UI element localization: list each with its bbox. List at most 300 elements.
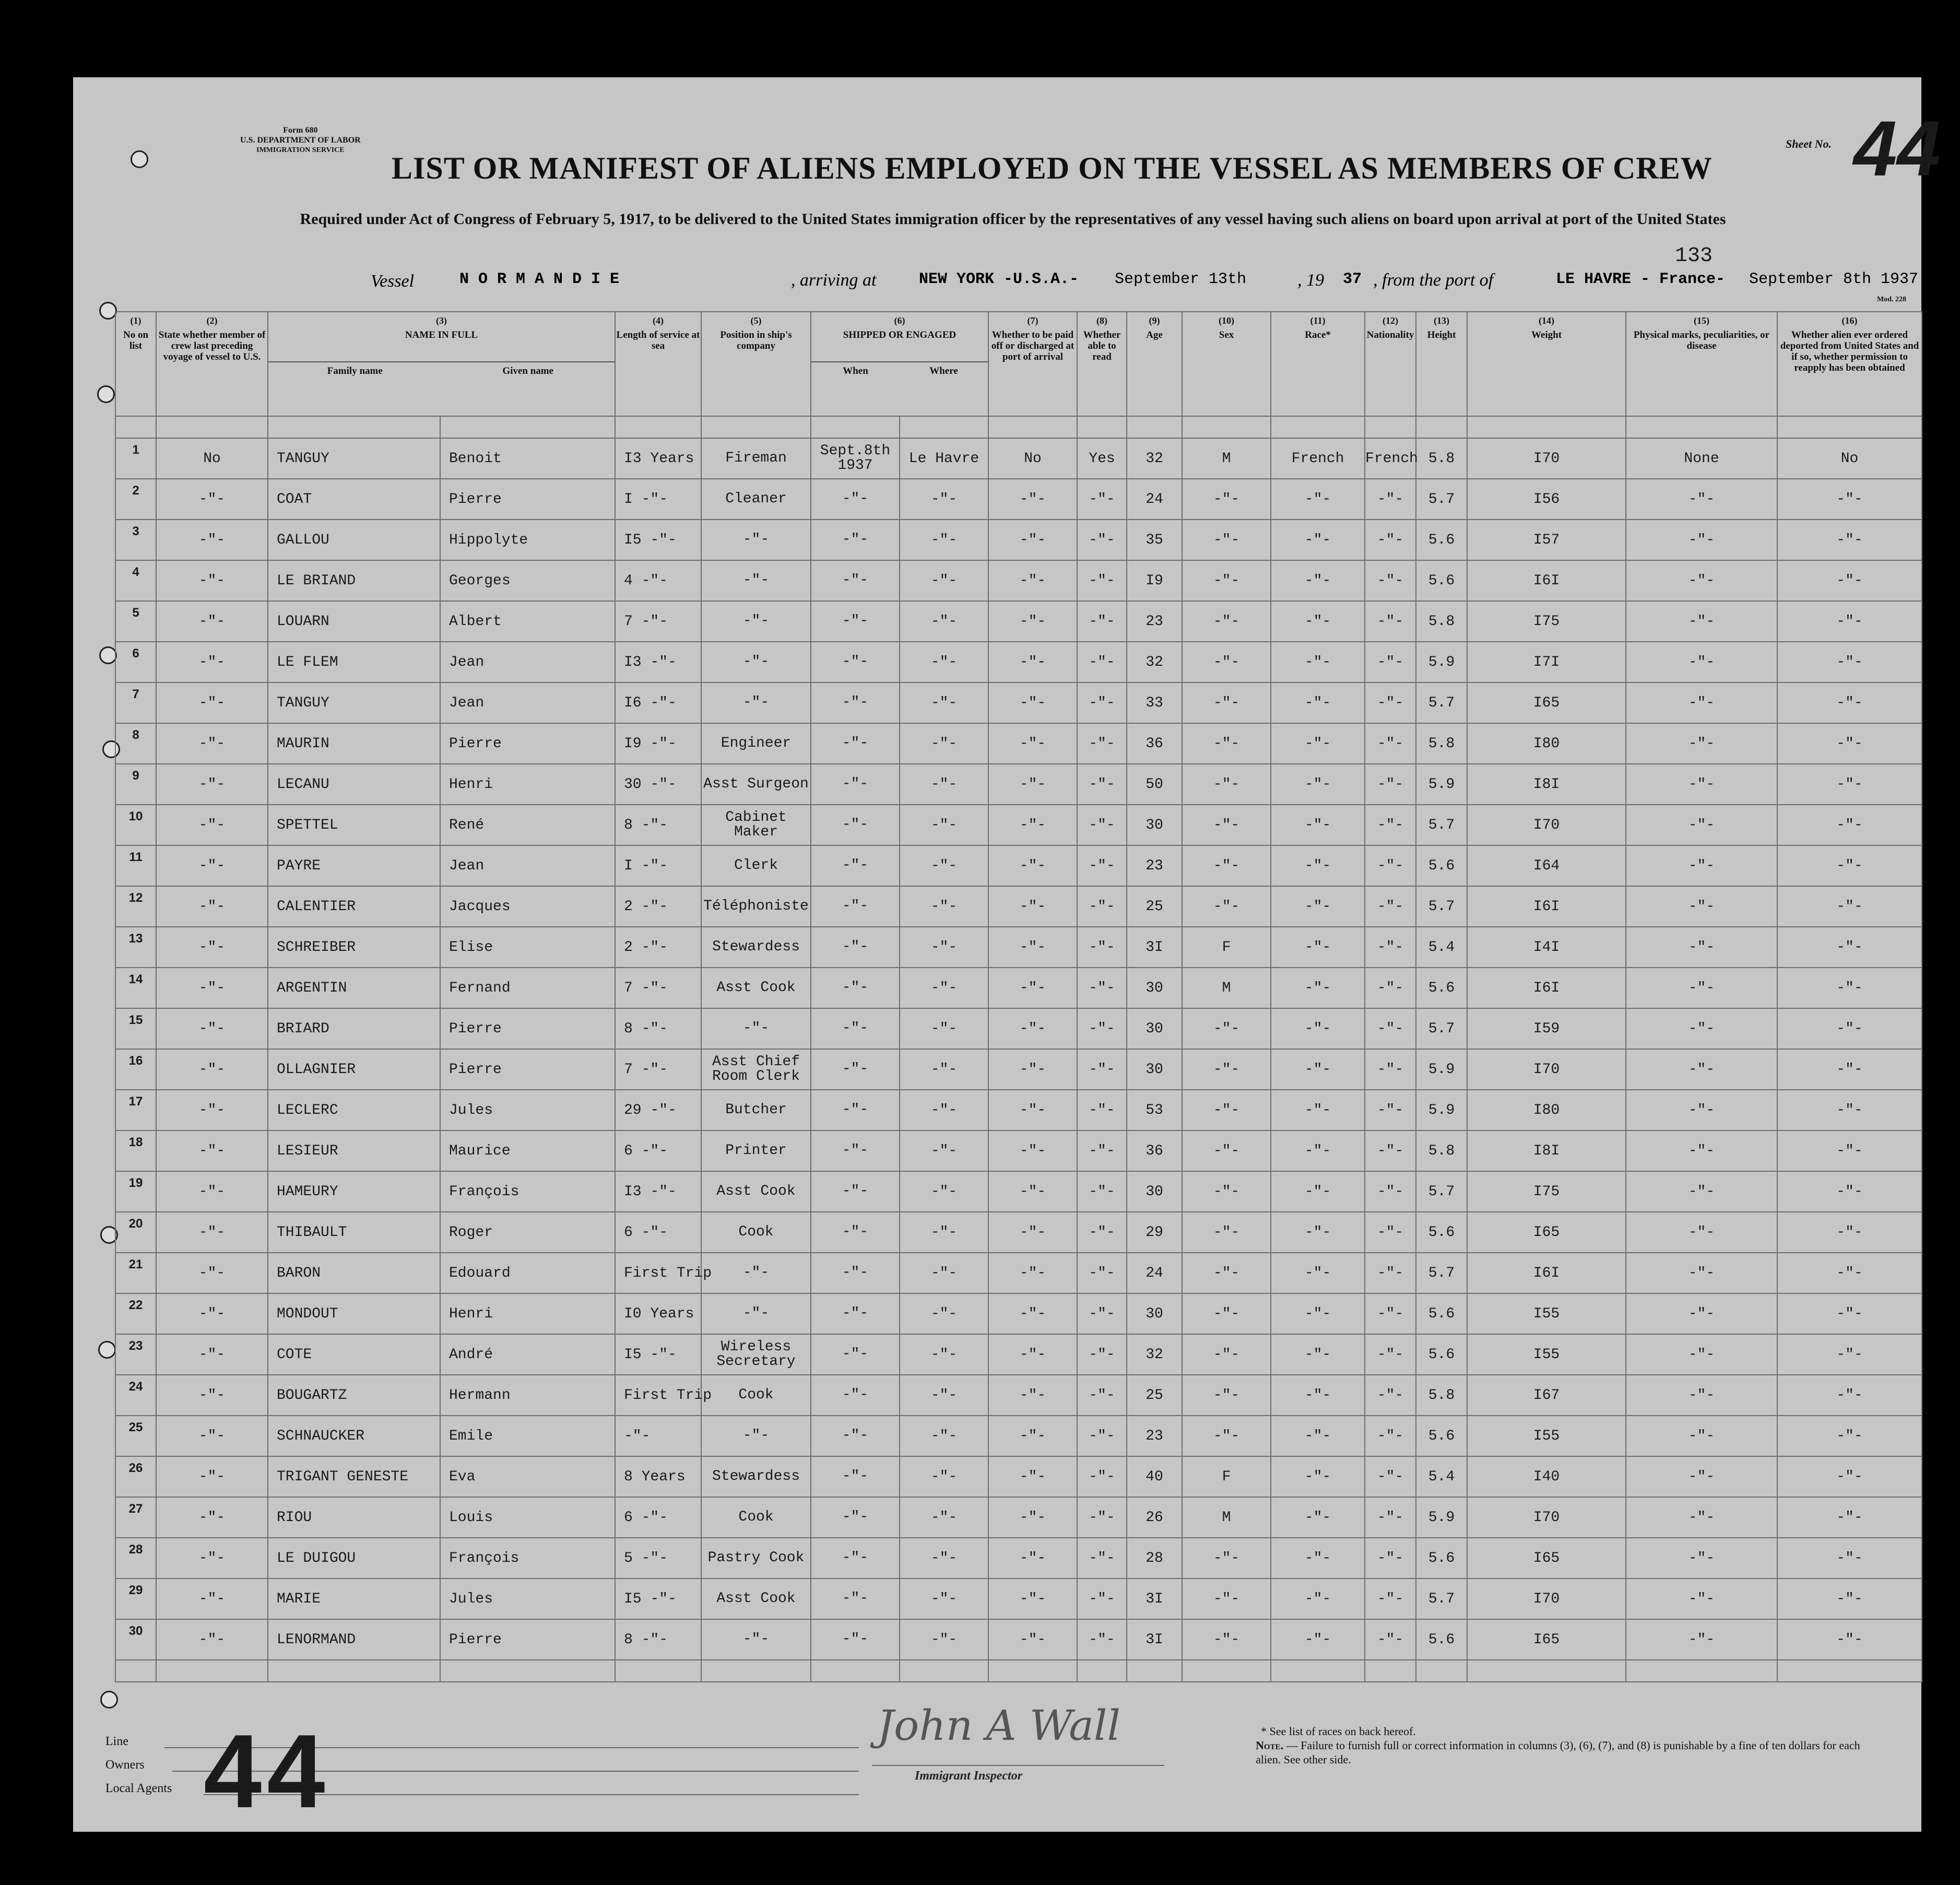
year-prefix: , 19 xyxy=(1297,270,1324,290)
cell-paid-off: -"- xyxy=(988,1293,1077,1334)
cell-shipped-where: -"- xyxy=(900,968,988,1008)
cell-position: Cabinet Maker xyxy=(701,805,811,845)
cell-able-to-read: -"- xyxy=(1077,1578,1127,1619)
cell-age: 50 xyxy=(1127,764,1182,805)
header-nationality: (12) Nationality xyxy=(1365,312,1416,416)
cell-sex: -"- xyxy=(1182,723,1271,764)
cell-height: 5.6 xyxy=(1416,1619,1467,1660)
cell-position: Asst Cook xyxy=(701,1578,811,1619)
cell-paid-off: -"- xyxy=(988,520,1077,560)
cell-shipped-when: -"- xyxy=(811,520,900,560)
cell-weight: I59 xyxy=(1467,1008,1626,1049)
cell-family-name: BARON xyxy=(268,1253,440,1293)
cell-shipped-where: -"- xyxy=(900,1497,988,1538)
line-label: Line xyxy=(105,1735,128,1748)
cell-able-to-read: -"- xyxy=(1077,642,1127,682)
cell-height: 5.9 xyxy=(1416,764,1467,805)
cell-able-to-read: -"- xyxy=(1077,1049,1127,1090)
cell-given-name: Hermann xyxy=(440,1375,615,1416)
table-row xyxy=(115,682,1922,723)
from-label: , from the port of xyxy=(1373,270,1494,290)
cell-previous-voyage: -"- xyxy=(156,1538,268,1578)
cell-age: 53 xyxy=(1127,1090,1182,1130)
cell-height: 5.6 xyxy=(1416,560,1467,601)
cell-race: -"- xyxy=(1271,1578,1365,1619)
binder-hole xyxy=(97,385,115,403)
cell-height: 5.7 xyxy=(1416,886,1467,927)
manifest-sheet xyxy=(73,77,1941,1832)
cell-previous-voyage: -"- xyxy=(156,1456,268,1497)
cell-height: 5.7 xyxy=(1416,1008,1467,1049)
table-row xyxy=(115,886,1922,927)
cell-physical-marks: -"- xyxy=(1626,927,1777,968)
cell-age: 35 xyxy=(1127,520,1182,560)
cell-physical-marks: -"- xyxy=(1626,1578,1777,1619)
cell-length-of-service: 6 -"- xyxy=(615,1130,701,1171)
cell-nationality: -"- xyxy=(1365,805,1416,845)
cell-able-to-read: -"- xyxy=(1077,601,1127,642)
cell-row-number: 30 xyxy=(115,1619,156,1660)
cell-row-number: 9 xyxy=(115,764,156,805)
cell-height: 5.8 xyxy=(1416,438,1467,479)
cell-row-number: 13 xyxy=(115,927,156,968)
cell-deported: -"- xyxy=(1777,1212,1922,1253)
cell-deported: -"- xyxy=(1777,1619,1922,1660)
cell-weight: I70 xyxy=(1467,1049,1626,1090)
cell-age: 3I xyxy=(1127,1578,1182,1619)
cell-length-of-service: 7 -"- xyxy=(615,601,701,642)
form-number: Form 680 xyxy=(283,126,318,135)
cell-able-to-read: -"- xyxy=(1077,723,1127,764)
table-row xyxy=(115,1456,1922,1497)
cell-shipped-when: -"- xyxy=(811,1375,900,1416)
cell-previous-voyage: -"- xyxy=(156,1375,268,1416)
owners-label: Owners xyxy=(105,1758,145,1772)
cell-given-name: Elise xyxy=(440,927,615,968)
cell-weight: I75 xyxy=(1467,601,1626,642)
cell-position: Clerk xyxy=(701,845,811,886)
header-length-of-service: (4) Length of service at sea xyxy=(615,312,701,416)
cell-previous-voyage: -"- xyxy=(156,927,268,968)
cell-nationality: -"- xyxy=(1365,1416,1416,1456)
cell-height: 5.6 xyxy=(1416,1212,1467,1253)
note-label: Note. xyxy=(1256,1739,1284,1752)
table-row xyxy=(115,1008,1922,1049)
table-row xyxy=(115,1090,1922,1130)
cell-sex: -"- xyxy=(1182,1416,1271,1456)
cell-position: -"- xyxy=(701,1619,811,1660)
cell-row-number: 17 xyxy=(115,1090,156,1130)
cell-length-of-service: I9 -"- xyxy=(615,723,701,764)
cell-given-name: Jean xyxy=(440,682,615,723)
cell-row-number: 7 xyxy=(115,682,156,723)
header-name-in-full: (3) NAME IN FULL Family name Given name xyxy=(268,312,615,416)
cell-deported: -"- xyxy=(1777,1578,1922,1619)
cell-able-to-read: Yes xyxy=(1077,438,1127,479)
cell-shipped-when: Sept.8th 1937 xyxy=(811,438,900,479)
cell-position: Asst Surgeon xyxy=(701,764,811,805)
cell-family-name: LOUARN xyxy=(268,601,440,642)
cell-nationality: -"- xyxy=(1365,1293,1416,1334)
cell-nationality: -"- xyxy=(1365,1334,1416,1375)
cell-deported: -"- xyxy=(1777,968,1922,1008)
cell-previous-voyage: -"- xyxy=(156,1334,268,1375)
cell-length-of-service: 8 -"- xyxy=(615,805,701,845)
cell-age: 24 xyxy=(1127,479,1182,520)
cell-length-of-service: I5 -"- xyxy=(615,1334,701,1375)
cell-weight: I70 xyxy=(1467,805,1626,845)
cell-physical-marks: -"- xyxy=(1626,1171,1777,1212)
cell-row-number: 10 xyxy=(115,805,156,845)
cell-shipped-when: -"- xyxy=(811,1008,900,1049)
cell-nationality: -"- xyxy=(1365,1212,1416,1253)
cell-position: -"- xyxy=(701,601,811,642)
cell-given-name: François xyxy=(440,1171,615,1212)
cell-weight: I64 xyxy=(1467,845,1626,886)
cell-shipped-when: -"- xyxy=(811,886,900,927)
cell-physical-marks: -"- xyxy=(1626,1049,1777,1090)
table-row xyxy=(115,560,1922,601)
penalty-note xyxy=(1256,1738,1882,1766)
cell-shipped-where: -"- xyxy=(900,520,988,560)
cell-sex: -"- xyxy=(1182,1334,1271,1375)
cell-deported: No xyxy=(1777,438,1922,479)
cell-sex: -"- xyxy=(1182,682,1271,723)
cell-race: -"- xyxy=(1271,723,1365,764)
cell-race: -"- xyxy=(1271,1497,1365,1538)
cell-row-number: 5 xyxy=(115,601,156,642)
cell-shipped-when: -"- xyxy=(811,927,900,968)
cell-paid-off: -"- xyxy=(988,1456,1077,1497)
cell-length-of-service: I -"- xyxy=(615,479,701,520)
cell-nationality: -"- xyxy=(1365,1538,1416,1578)
cell-race: -"- xyxy=(1271,642,1365,682)
cell-position: -"- xyxy=(701,1008,811,1049)
cell-previous-voyage: -"- xyxy=(156,601,268,642)
cell-shipped-where: -"- xyxy=(900,1578,988,1619)
cell-weight: I55 xyxy=(1467,1293,1626,1334)
cell-given-name: Pierre xyxy=(440,723,615,764)
cell-position: Fireman xyxy=(701,438,811,479)
cell-nationality: -"- xyxy=(1365,723,1416,764)
cell-nationality: -"- xyxy=(1365,520,1416,560)
cell-shipped-where: -"- xyxy=(900,1090,988,1130)
cell-height: 5.9 xyxy=(1416,642,1467,682)
cell-previous-voyage: No xyxy=(156,438,268,479)
cell-age: 24 xyxy=(1127,1253,1182,1293)
cell-position: -"- xyxy=(701,1293,811,1334)
cell-age: 25 xyxy=(1127,1375,1182,1416)
cell-weight: I55 xyxy=(1467,1334,1626,1375)
table-row xyxy=(115,1130,1922,1171)
cell-position: Engineer xyxy=(701,723,811,764)
cell-race: -"- xyxy=(1271,886,1365,927)
cell-nationality: -"- xyxy=(1365,642,1416,682)
cell-family-name: SCHREIBER xyxy=(268,927,440,968)
cell-length-of-service: 4 -"- xyxy=(615,560,701,601)
cell-age: 36 xyxy=(1127,723,1182,764)
cell-race: -"- xyxy=(1271,1171,1365,1212)
cell-position: -"- xyxy=(701,560,811,601)
cell-length-of-service: First Trip xyxy=(615,1375,701,1416)
cell-physical-marks: None xyxy=(1626,438,1777,479)
cell-race: -"- xyxy=(1271,968,1365,1008)
cell-sex: -"- xyxy=(1182,1293,1271,1334)
cell-paid-off: -"- xyxy=(988,1253,1077,1293)
cell-physical-marks: -"- xyxy=(1626,642,1777,682)
footer-labels xyxy=(105,1730,172,1800)
cell-height: 5.7 xyxy=(1416,1171,1467,1212)
cell-physical-marks: -"- xyxy=(1626,1090,1777,1130)
cell-physical-marks: -"- xyxy=(1626,1212,1777,1253)
cell-deported: -"- xyxy=(1777,764,1922,805)
cell-previous-voyage: -"- xyxy=(156,1578,268,1619)
cell-able-to-read: -"- xyxy=(1077,1293,1127,1334)
cell-age: 30 xyxy=(1127,1293,1182,1334)
binder-hole xyxy=(98,1341,116,1359)
cell-family-name: MONDOUT xyxy=(268,1293,440,1334)
cell-shipped-when: -"- xyxy=(811,1090,900,1130)
cell-able-to-read: -"- xyxy=(1077,1334,1127,1375)
cell-family-name: MARIE xyxy=(268,1578,440,1619)
from-port: LE HAVRE - France- xyxy=(1556,270,1726,288)
cell-paid-off: -"- xyxy=(988,682,1077,723)
crew-rows xyxy=(115,416,1922,1682)
cell-sex: -"- xyxy=(1182,764,1271,805)
cell-family-name: HAMEURY xyxy=(268,1171,440,1212)
cell-age: 23 xyxy=(1127,601,1182,642)
cell-nationality: -"- xyxy=(1365,1497,1416,1538)
cell-shipped-when: -"- xyxy=(811,1253,900,1293)
cell-able-to-read: -"- xyxy=(1077,520,1127,560)
cell-shipped-where: -"- xyxy=(900,1334,988,1375)
cell-deported: -"- xyxy=(1777,1008,1922,1049)
cell-row-number: 28 xyxy=(115,1538,156,1578)
cell-row-number: 16 xyxy=(115,1049,156,1090)
cell-row-number: 25 xyxy=(115,1416,156,1456)
cell-physical-marks: -"- xyxy=(1626,805,1777,845)
cell-race: -"- xyxy=(1271,601,1365,642)
departure-date: September 8th 1937 xyxy=(1749,270,1919,288)
cell-shipped-where: -"- xyxy=(900,1212,988,1253)
cell-weight: I65 xyxy=(1467,1619,1626,1660)
cell-shipped-when: -"- xyxy=(811,601,900,642)
cell-row-number: 15 xyxy=(115,1008,156,1049)
cell-nationality: -"- xyxy=(1365,1090,1416,1130)
cell-position: -"- xyxy=(701,682,811,723)
cell-height: 5.7 xyxy=(1416,1253,1467,1293)
cell-given-name: Pierre xyxy=(440,1049,615,1090)
cell-nationality: -"- xyxy=(1365,927,1416,968)
cell-age: 30 xyxy=(1127,1049,1182,1090)
cell-row-number: 11 xyxy=(115,845,156,886)
cell-weight: I8I xyxy=(1467,1130,1626,1171)
table-row xyxy=(115,927,1922,968)
cell-weight: I40 xyxy=(1467,1456,1626,1497)
cell-deported: -"- xyxy=(1777,479,1922,520)
cell-physical-marks: -"- xyxy=(1626,845,1777,886)
cell-shipped-where: -"- xyxy=(900,1171,988,1212)
cell-height: 5.6 xyxy=(1416,520,1467,560)
cell-row-number: 3 xyxy=(115,520,156,560)
races-footnote: * See list of races on back hereof. xyxy=(1261,1725,1416,1738)
cell-length-of-service: 7 -"- xyxy=(615,968,701,1008)
cell-given-name: Jules xyxy=(440,1578,615,1619)
cell-shipped-when: -"- xyxy=(811,723,900,764)
cell-shipped-where: -"- xyxy=(900,1253,988,1293)
cell-shipped-where: -"- xyxy=(900,682,988,723)
cell-shipped-where: -"- xyxy=(900,642,988,682)
cell-nationality: -"- xyxy=(1365,1578,1416,1619)
cell-deported: -"- xyxy=(1777,886,1922,927)
table-header-row xyxy=(115,312,1922,416)
cell-nationality: -"- xyxy=(1365,1253,1416,1293)
cell-physical-marks: -"- xyxy=(1626,764,1777,805)
header-able-to-read: (8) Whether able to read xyxy=(1077,312,1127,416)
cell-height: 5.6 xyxy=(1416,1538,1467,1578)
cell-length-of-service: I -"- xyxy=(615,845,701,886)
cell-given-name: Jean xyxy=(440,845,615,886)
mod-number: Mod. 228 xyxy=(1877,296,1906,303)
cell-sex: -"- xyxy=(1182,1619,1271,1660)
cell-family-name: GALLOU xyxy=(268,520,440,560)
cell-height: 5.8 xyxy=(1416,1130,1467,1171)
cell-physical-marks: -"- xyxy=(1626,682,1777,723)
cell-sex: -"- xyxy=(1182,1090,1271,1130)
cell-shipped-when: -"- xyxy=(811,1538,900,1578)
cell-shipped-where: -"- xyxy=(900,1456,988,1497)
cell-able-to-read: -"- xyxy=(1077,1375,1127,1416)
cell-physical-marks: -"- xyxy=(1626,520,1777,560)
cell-sex: -"- xyxy=(1182,1578,1271,1619)
cell-row-number: 24 xyxy=(115,1375,156,1416)
cell-shipped-when: -"- xyxy=(811,1212,900,1253)
cell-deported: -"- xyxy=(1777,1416,1922,1456)
cell-position: Asst Cook xyxy=(701,968,811,1008)
cell-given-name: Louis xyxy=(440,1497,615,1538)
cell-able-to-read: -"- xyxy=(1077,479,1127,520)
cell-nationality: -"- xyxy=(1365,845,1416,886)
cell-row-number: 1 xyxy=(115,438,156,479)
arriving-port: NEW YORK -U.S.A.- xyxy=(919,270,1079,288)
cell-position: Wireless Secretary xyxy=(701,1334,811,1375)
table-row xyxy=(115,1375,1922,1416)
stamp-number: 133 xyxy=(1675,244,1713,268)
cell-shipped-where: -"- xyxy=(900,1049,988,1090)
cell-length-of-service: 8 -"- xyxy=(615,1619,701,1660)
cell-given-name: Henri xyxy=(440,764,615,805)
cell-position: Stewardess xyxy=(701,1456,811,1497)
cell-given-name: Fernand xyxy=(440,968,615,1008)
cell-nationality: -"- xyxy=(1365,1375,1416,1416)
cell-family-name: SPETTEL xyxy=(268,805,440,845)
cell-shipped-where: -"- xyxy=(900,1293,988,1334)
cell-physical-marks: -"- xyxy=(1626,1375,1777,1416)
cell-race: -"- xyxy=(1271,805,1365,845)
table-row xyxy=(115,1049,1922,1090)
cell-family-name: TANGUY xyxy=(268,682,440,723)
cell-age: 23 xyxy=(1127,845,1182,886)
cell-nationality: -"- xyxy=(1365,1456,1416,1497)
cell-family-name: LE FLEM xyxy=(268,642,440,682)
cell-length-of-service: 6 -"- xyxy=(615,1497,701,1538)
cell-family-name: LECLERC xyxy=(268,1090,440,1130)
cell-length-of-service: I3 Years xyxy=(615,438,701,479)
cell-given-name: Roger xyxy=(440,1212,615,1253)
cell-length-of-service: 7 -"- xyxy=(615,1049,701,1090)
cell-row-number: 21 xyxy=(115,1253,156,1293)
table-row xyxy=(115,642,1922,682)
header-race: (11) Race* xyxy=(1271,312,1365,416)
cell-nationality: -"- xyxy=(1365,968,1416,1008)
table-row xyxy=(115,1334,1922,1375)
cell-paid-off: -"- xyxy=(988,1497,1077,1538)
table-row xyxy=(115,438,1922,479)
cell-able-to-read: -"- xyxy=(1077,1538,1127,1578)
cell-deported: -"- xyxy=(1777,682,1922,723)
cell-able-to-read: -"- xyxy=(1077,927,1127,968)
cell-age: 33 xyxy=(1127,682,1182,723)
cell-previous-voyage: -"- xyxy=(156,479,268,520)
cell-shipped-when: -"- xyxy=(811,1171,900,1212)
cell-nationality: -"- xyxy=(1365,1049,1416,1090)
cell-sex: -"- xyxy=(1182,642,1271,682)
local-agents-value: 44 xyxy=(204,1713,330,1830)
cell-weight: I56 xyxy=(1467,479,1626,520)
table-row xyxy=(115,1171,1922,1212)
cell-shipped-where: -"- xyxy=(900,1416,988,1456)
cell-sex: M xyxy=(1182,1497,1271,1538)
cell-shipped-where: -"- xyxy=(900,1538,988,1578)
cell-weight: I65 xyxy=(1467,682,1626,723)
note-text: — Failure to furnish full or correct information in columns (3), (6), (7), and (8) is punishable by a fine of ten dollars for each alien. See other side. xyxy=(1256,1739,1860,1766)
cell-physical-marks: -"- xyxy=(1626,1334,1777,1375)
cell-physical-marks: -"- xyxy=(1626,1497,1777,1538)
cell-shipped-when: -"- xyxy=(811,968,900,1008)
cell-deported: -"- xyxy=(1777,1375,1922,1416)
cell-family-name: BRIARD xyxy=(268,1008,440,1049)
cell-shipped-when: -"- xyxy=(811,560,900,601)
cell-position: -"- xyxy=(701,1416,811,1456)
cell-row-number: 6 xyxy=(115,642,156,682)
year-suffix: 37 xyxy=(1343,270,1362,288)
cell-physical-marks: -"- xyxy=(1626,1008,1777,1049)
cell-paid-off: -"- xyxy=(988,968,1077,1008)
signature-rule xyxy=(872,1765,1164,1766)
cell-previous-voyage: -"- xyxy=(156,1049,268,1090)
cell-paid-off: -"- xyxy=(988,1049,1077,1090)
cell-deported: -"- xyxy=(1777,805,1922,845)
cell-deported: -"- xyxy=(1777,1293,1922,1334)
table-row xyxy=(115,1253,1922,1293)
cell-nationality: -"- xyxy=(1365,601,1416,642)
cell-race: -"- xyxy=(1271,1456,1365,1497)
cell-length-of-service: 5 -"- xyxy=(615,1538,701,1578)
cell-race: -"- xyxy=(1271,1416,1365,1456)
cell-row-number: 8 xyxy=(115,723,156,764)
cell-race: -"- xyxy=(1271,1538,1365,1578)
cell-physical-marks: -"- xyxy=(1626,1253,1777,1293)
cell-length-of-service: 30 -"- xyxy=(615,764,701,805)
binder-hole xyxy=(100,1691,118,1709)
cell-given-name: Maurice xyxy=(440,1130,615,1171)
cell-family-name: SCHNAUCKER xyxy=(268,1416,440,1456)
cell-given-name: Benoit xyxy=(440,438,615,479)
cell-paid-off: -"- xyxy=(988,479,1077,520)
cell-sex: M xyxy=(1182,438,1271,479)
cell-deported: -"- xyxy=(1777,1456,1922,1497)
cell-length-of-service: I3 -"- xyxy=(615,642,701,682)
